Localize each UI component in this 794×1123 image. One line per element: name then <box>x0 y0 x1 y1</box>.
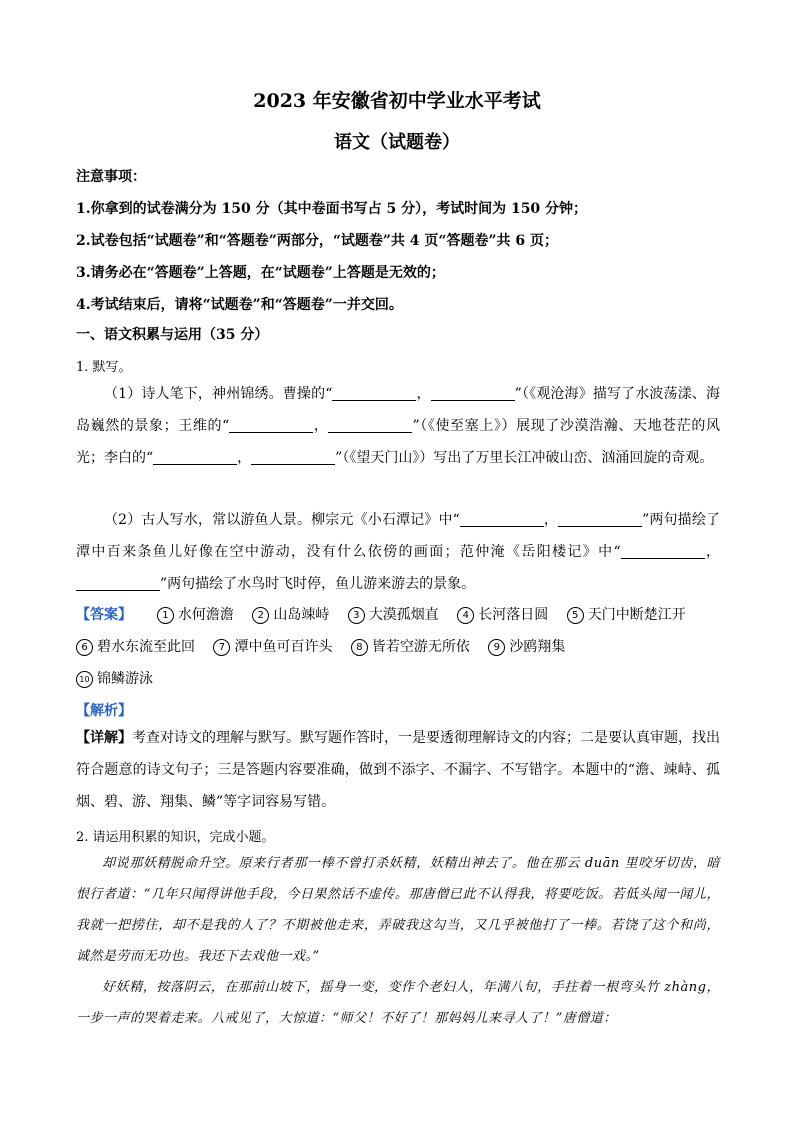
number-badge: 9 <box>488 639 505 656</box>
number-badge: 4 <box>457 607 474 624</box>
answer-text: 锦鳞游泳 <box>97 671 153 687</box>
detail-paragraph <box>76 722 720 818</box>
text-segment: ”两句描绘了潭中百来条鱼儿好像在空中游动，没有什么依傍的画面；范仲淹《岳阳楼记》中“ <box>76 512 720 560</box>
answer-item <box>157 604 234 624</box>
answer-item <box>567 604 686 624</box>
answer-blank[interactable] <box>431 386 515 401</box>
number-badge: 3 <box>348 607 365 624</box>
analysis-label-text: 【解析】 <box>76 703 132 719</box>
answer-item <box>488 636 565 656</box>
answer-item <box>351 636 470 656</box>
question-label: 1. 默写。 <box>76 360 132 375</box>
answer-item <box>76 668 153 688</box>
notice-heading: 注意事项： <box>76 169 146 185</box>
answer-text: 碧水东流至此回 <box>97 639 195 655</box>
number-badge: 7 <box>213 639 230 656</box>
answer-blank[interactable] <box>328 418 412 433</box>
text-segment: ”两句描绘了水鸟时飞时停，鱼儿游来游去的景象。 <box>160 576 476 592</box>
analysis-label <box>76 700 720 720</box>
answer-text: 长河落日圆 <box>478 607 549 623</box>
text-segment: ， <box>543 512 559 528</box>
text-segment: ， <box>313 418 329 434</box>
detail-text: 考查对诗文的理解与默写。默写题作答时，一是要透彻理解诗文的内容；二是要认真审题，找出符合题意的诗文句子；三是答题内容要准确，做到不添字、不漏字、不写错字。本题中的“澹、竦峙、孤烟、碧、游、翔集、鳞”等字词容易写错。 <box>76 730 720 810</box>
number-badge: 6 <box>76 639 93 656</box>
text-segment: ”（《使至塞上》）展现了沙漠浩瀚、天地苍茫的风光；李白的“ <box>76 418 721 466</box>
answer-row <box>76 604 720 624</box>
answer-item <box>213 636 332 656</box>
section-heading: 一、语文积累与运用（35 分） <box>76 327 269 343</box>
question-label: 2. 请运用积累的知识，完成小题。 <box>76 830 275 845</box>
number-badge: 8 <box>351 639 368 656</box>
answer-text: 水何澹澹 <box>177 607 234 623</box>
story-paragraph: 好妖精，按落阴云，在那前山坡下，摇身一变，变作个老妇人，年满八旬，手拄着一根弯头竹 zhàng，一步一声的哭着走来。八戒见了，大惊道：“师父！不好了！那妈妈儿来寻人了！”唐僧道： <box>76 980 720 1026</box>
answer-text: 天门中断楚江开 <box>587 607 686 623</box>
notice-item: 3.请务必在“答题卷”上答题，在“试题卷”上答题是无效的； <box>76 265 445 281</box>
answer-row <box>76 636 720 656</box>
answer-row <box>76 668 720 688</box>
notice-item: 1.你拿到的试卷满分为 150 分（其中卷面书写占 5 分），考试时间为 150 分钟； <box>76 201 588 217</box>
answer-blank[interactable] <box>153 450 237 465</box>
notice-item: 4.考试结束后，请将“试题卷”和“答题卷”一并交回。 <box>76 297 403 313</box>
answer-blank[interactable] <box>460 512 544 527</box>
answer-item <box>348 604 439 624</box>
number-badge: 1 <box>157 607 174 624</box>
answer-text: 大漠孤烟直 <box>368 607 439 623</box>
text-segment: （2）古人写水，常以游鱼人景。柳宗元《小石潭记》中“ <box>104 512 460 528</box>
answer-blank[interactable] <box>76 576 160 591</box>
page-title: 2023 年安徽省初中学业水平考试 <box>253 90 541 112</box>
answer-label: 【答案】 <box>76 607 132 623</box>
answer-text: 山岛竦峙 <box>273 607 330 623</box>
answer-blank[interactable] <box>229 418 313 433</box>
question-1-part-1 <box>76 378 720 474</box>
answer-blank[interactable] <box>558 512 642 527</box>
text-segment: ， <box>416 386 431 402</box>
number-badge: 2 <box>252 607 269 624</box>
answer-item <box>76 636 195 656</box>
answer-text: 沙鸥翔集 <box>509 639 566 655</box>
answer-item <box>457 604 548 624</box>
text-segment: ”（《望天门山》）写出了万里长江冲破山峦、汹涌回旋的奇观。 <box>335 450 714 466</box>
question-1-part-2 <box>76 504 720 600</box>
text-segment: ， <box>704 544 721 560</box>
answer-blank[interactable] <box>621 544 705 559</box>
answer-item <box>252 604 329 624</box>
notice-item: 2.试卷包括“试题卷”和“答题卷”两部分，“试题卷”共 4 页“答题卷”共 6 页； <box>76 233 559 249</box>
story-paragraph: 却说那妖精脱命升空。原来行者那一棒不曾打杀妖精，妖精出神去了。他在那云 duān 里咬牙切齿，暗恨行者道：“几年只闻得讲他手段，今日果然话不虚传。那唐僧已此不认得我，将要吃饭。若低头闻一闻儿，我就一把捞住，却不是我的人了？不期被他走来，弄破我这勾当，又几乎被他打了一棒。若饶了这个和尚，诚然是劳而无功也。我还下去戏他一戏。” <box>76 856 720 964</box>
answer-blank[interactable] <box>251 450 335 465</box>
answer-blank[interactable] <box>332 386 416 401</box>
answer-text: 皆若空游无所依 <box>371 639 470 655</box>
page-subtitle: 语文（试题卷） <box>334 132 460 153</box>
text-segment: （1）诗人笔下，神州锦绣。曹操的“ <box>104 386 333 402</box>
number-badge: 10 <box>76 671 93 688</box>
text-segment: ， <box>237 450 252 466</box>
answer-text: 潭中鱼可百许头 <box>234 639 333 655</box>
number-badge: 5 <box>567 607 584 624</box>
text-segment: ”（《观沧海》描写了水波荡漾、海岛巍然的景象；王维的“ <box>76 386 720 434</box>
detail-label: 【详解】 <box>76 730 132 746</box>
